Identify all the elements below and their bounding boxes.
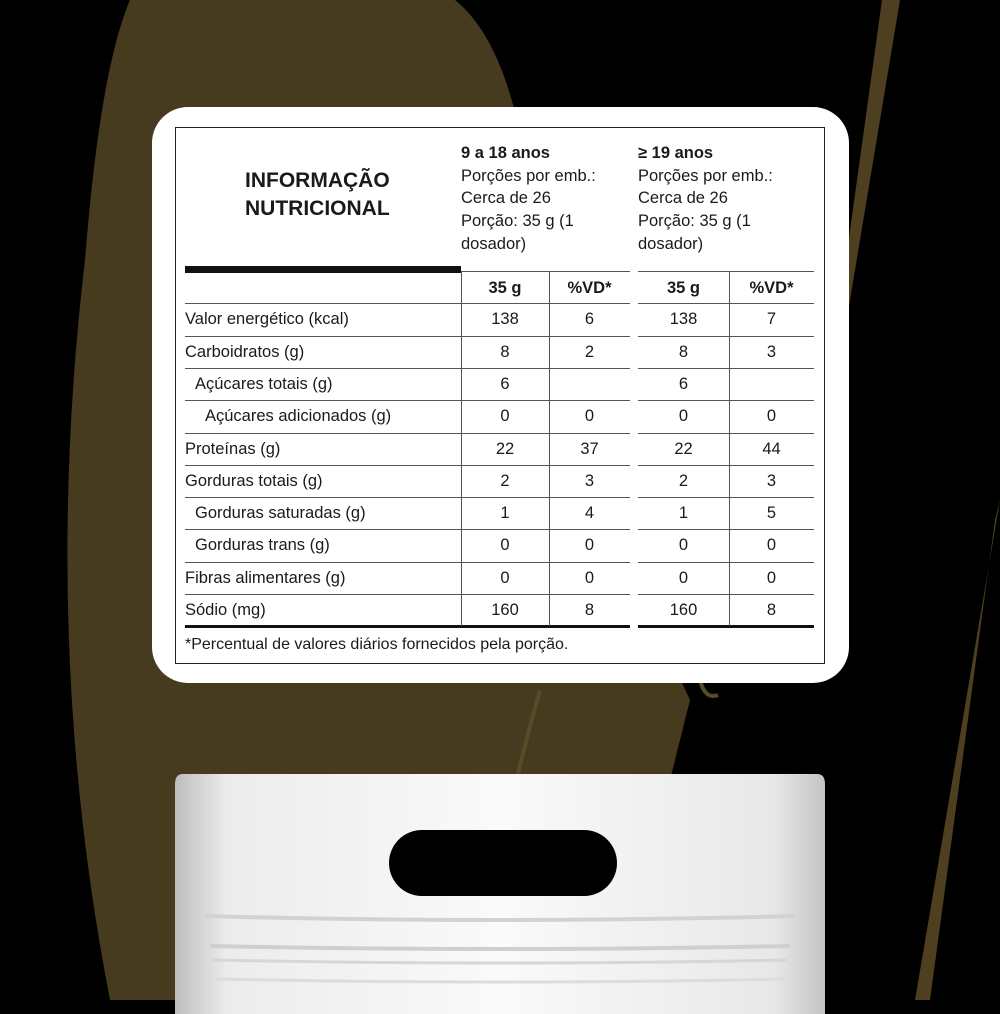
title-line-1: INFORMAÇÃO (245, 169, 390, 192)
nutrient-label: Fibras alimentares (g) (185, 568, 346, 587)
vd-cell: 3 (766, 471, 777, 490)
nutrient-label: Carboidratos (g) (185, 342, 305, 361)
nutrient-label: Açúcares adicionados (g) (205, 407, 392, 426)
row-divider (185, 400, 630, 401)
row-divider (638, 594, 814, 595)
group-header-9-18 (461, 142, 596, 256)
nutrition-label-card (152, 107, 849, 683)
row-divider (185, 594, 630, 595)
amount-cell: 160 (669, 601, 698, 619)
pouch-handle-hole (389, 830, 617, 896)
table-bottom-rule (638, 625, 814, 628)
portion-unit: dosador) (461, 234, 527, 253)
row-divider (638, 529, 814, 530)
amount-cell: 138 (491, 310, 519, 329)
amount-cell: 2 (500, 471, 510, 490)
vd-cell: 5 (766, 504, 777, 523)
row-divider (638, 433, 814, 434)
group-age: ≥ 19 anos (638, 144, 714, 162)
vd-cell: 3 (766, 342, 777, 361)
amount-cell: 22 (674, 439, 693, 458)
row-divider (185, 336, 630, 337)
vd-cell: 4 (584, 504, 595, 523)
amount-cell: 1 (500, 504, 510, 523)
portion-unit: dosador) (638, 234, 704, 253)
portion-label: Porção: 35 g (1 (638, 212, 751, 231)
row-divider (185, 368, 630, 369)
vd-cell: 0 (584, 568, 595, 587)
footnote: *Percentual de valores diários fornecidos pela porção. (185, 636, 569, 653)
header-divider (638, 271, 814, 272)
product-pouch (175, 774, 825, 1014)
col-vd-header: %VD* (567, 279, 612, 297)
col-amount-header: 35 g (488, 279, 522, 297)
vd-cell: 3 (584, 471, 595, 490)
row-divider (185, 562, 630, 563)
row-divider (185, 497, 630, 498)
vd-cell: 7 (766, 310, 777, 329)
vd-cell: 0 (766, 568, 777, 587)
vd-cell: 0 (584, 407, 595, 426)
amount-cell: 0 (500, 536, 510, 555)
servings-value: Cerca de 26 (638, 189, 728, 208)
row-divider (638, 368, 814, 369)
vd-cell: 37 (580, 439, 599, 458)
portion-label: Porção: 35 g (1 (461, 212, 574, 231)
servings-label: Porções por emb.: (461, 166, 596, 185)
row-divider (185, 465, 630, 466)
amount-cell: 160 (491, 601, 519, 619)
amount-cell: 8 (678, 342, 689, 361)
amount-cell: 6 (678, 374, 689, 393)
amount-cell: 6 (500, 374, 510, 393)
row-divider (638, 336, 814, 337)
servings-label: Porções por emb.: (638, 166, 773, 185)
nutrient-label: Gorduras trans (g) (195, 536, 330, 555)
amount-cell: 0 (678, 536, 689, 555)
amount-cell: 138 (669, 310, 698, 329)
thick-divider (185, 266, 461, 273)
amount-cell: 0 (500, 407, 510, 426)
row-divider (185, 529, 630, 530)
col-amount-header: 35 g (666, 279, 701, 297)
amount-cell: 0 (678, 407, 689, 426)
nutrient-label: Sódio (mg) (185, 601, 266, 619)
group-age: 9 a 18 anos (461, 144, 550, 162)
amount-cell: 8 (500, 342, 510, 361)
vd-cell: 0 (766, 536, 777, 555)
servings-value: Cerca de 26 (461, 189, 551, 208)
row-divider (638, 465, 814, 466)
row-divider (185, 303, 630, 304)
row-divider (185, 433, 630, 434)
olive-thin-stripe-lower (915, 500, 1000, 1000)
vd-cell: 8 (766, 601, 777, 619)
col-vd-header: %VD* (749, 279, 794, 297)
vd-cell: 2 (584, 342, 595, 361)
row-divider (638, 497, 814, 498)
row-divider (638, 400, 814, 401)
amount-cell: 2 (678, 471, 689, 490)
row-divider (638, 562, 814, 563)
nutrient-label: Gorduras totais (g) (185, 471, 323, 490)
nutrient-label: Gorduras saturadas (g) (195, 504, 366, 523)
title-line-2: NUTRICIONAL (245, 197, 390, 220)
vd-cell: 6 (584, 310, 595, 329)
vd-cell: 8 (584, 601, 595, 619)
row-divider (638, 303, 814, 304)
nutrient-label: Proteínas (g) (185, 439, 281, 458)
vd-cell: 0 (584, 536, 595, 555)
nutrition-title (245, 167, 390, 223)
nutrient-label: Açúcares totais (g) (195, 374, 333, 393)
table-bottom-rule (185, 625, 630, 628)
amount-cell: 22 (495, 439, 515, 458)
vd-cell: 0 (766, 407, 777, 426)
group-header-19-plus (638, 142, 773, 256)
vd-cell: 44 (762, 439, 781, 458)
header-divider (461, 271, 630, 272)
amount-cell: 0 (678, 568, 689, 587)
amount-cell: 0 (500, 568, 510, 587)
amount-cell: 1 (678, 504, 689, 523)
nutrient-label: Valor energético (kcal) (185, 310, 349, 329)
